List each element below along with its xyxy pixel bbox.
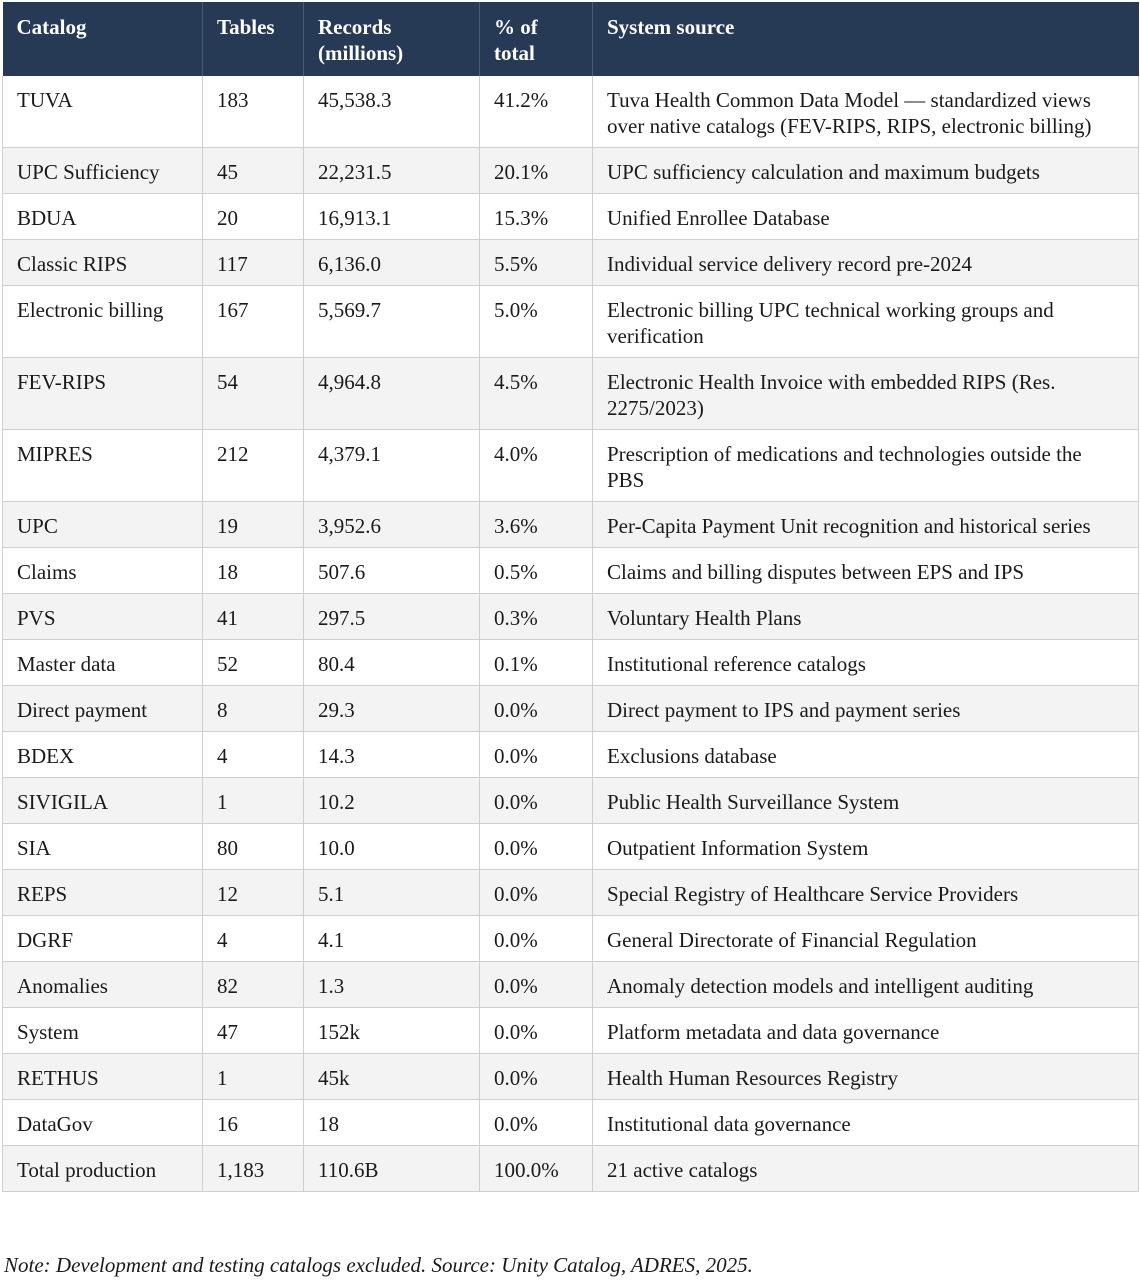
table-row bbox=[3, 686, 1139, 732]
cell-source: 21 active catalogs bbox=[593, 1146, 1139, 1192]
cell-records: 4.1 bbox=[304, 916, 480, 962]
cell-source: Platform metadata and data governance bbox=[593, 1008, 1139, 1054]
table-row bbox=[3, 1100, 1139, 1146]
cell-pct: 41.2% bbox=[480, 76, 593, 148]
cell-pct: 0.0% bbox=[480, 870, 593, 916]
cell-catalog: Classic RIPS bbox=[3, 240, 203, 286]
cell-tables: 8 bbox=[203, 686, 304, 732]
cell-tables: 117 bbox=[203, 240, 304, 286]
cell-source: Electronic Health Invoice with embedded RIPS (Res. 2275/2023) bbox=[593, 358, 1139, 430]
cell-tables: 212 bbox=[203, 430, 304, 502]
cell-catalog: BDEX bbox=[3, 732, 203, 778]
header-tables: Tables bbox=[203, 2, 304, 76]
cell-pct: 0.0% bbox=[480, 778, 593, 824]
cell-records: 10.0 bbox=[304, 824, 480, 870]
table-note: Note: Development and testing catalogs excluded. Source: Unity Catalog, ADRES, 2025. bbox=[4, 1253, 753, 1277]
table-row bbox=[3, 194, 1139, 240]
cell-source: Institutional reference catalogs bbox=[593, 640, 1139, 686]
table-header bbox=[3, 2, 1139, 76]
cell-catalog: RETHUS bbox=[3, 1054, 203, 1100]
cell-source: Direct payment to IPS and payment series bbox=[593, 686, 1139, 732]
cell-tables: 19 bbox=[203, 502, 304, 548]
cell-records: 152k bbox=[304, 1008, 480, 1054]
header-system-source: System source bbox=[593, 2, 1139, 76]
table-row bbox=[3, 778, 1139, 824]
cell-catalog: System bbox=[3, 1008, 203, 1054]
cell-catalog: SIA bbox=[3, 824, 203, 870]
cell-source: Health Human Resources Registry bbox=[593, 1054, 1139, 1100]
header-catalog: Catalog bbox=[3, 2, 203, 76]
cell-source: Individual service delivery record pre-2024 bbox=[593, 240, 1139, 286]
cell-pct: 0.3% bbox=[480, 594, 593, 640]
cell-source: Electronic billing UPC technical working groups and verification bbox=[593, 286, 1139, 358]
table-row bbox=[3, 286, 1139, 358]
cell-catalog: REPS bbox=[3, 870, 203, 916]
cell-tables: 1 bbox=[203, 778, 304, 824]
cell-pct: 0.0% bbox=[480, 1008, 593, 1054]
cell-pct: 0.0% bbox=[480, 916, 593, 962]
table-row bbox=[3, 916, 1139, 962]
cell-pct: 0.0% bbox=[480, 1100, 593, 1146]
cell-records: 14.3 bbox=[304, 732, 480, 778]
cell-records: 110.6B bbox=[304, 1146, 480, 1192]
cell-tables: 167 bbox=[203, 286, 304, 358]
cell-records: 3,952.6 bbox=[304, 502, 480, 548]
cell-pct: 0.0% bbox=[480, 1054, 593, 1100]
table-row bbox=[3, 962, 1139, 1008]
header-row bbox=[3, 2, 1139, 76]
cell-tables: 45 bbox=[203, 148, 304, 194]
cell-tables: 183 bbox=[203, 76, 304, 148]
cell-records: 22,231.5 bbox=[304, 148, 480, 194]
cell-records: 45k bbox=[304, 1054, 480, 1100]
cell-catalog: DataGov bbox=[3, 1100, 203, 1146]
cell-catalog: MIPRES bbox=[3, 430, 203, 502]
table-row bbox=[3, 148, 1139, 194]
cell-pct: 0.0% bbox=[480, 962, 593, 1008]
cell-records: 297.5 bbox=[304, 594, 480, 640]
table-row bbox=[3, 430, 1139, 502]
cell-pct: 5.0% bbox=[480, 286, 593, 358]
table-row bbox=[3, 1054, 1139, 1100]
cell-source: Per-Capita Payment Unit recognition and historical series bbox=[593, 502, 1139, 548]
cell-pct: 4.5% bbox=[480, 358, 593, 430]
cell-records: 1.3 bbox=[304, 962, 480, 1008]
cell-source: Outpatient Information System bbox=[593, 824, 1139, 870]
cell-tables: 80 bbox=[203, 824, 304, 870]
header-pct-total: % of total bbox=[480, 2, 593, 76]
cell-source: Anomaly detection models and intelligent auditing bbox=[593, 962, 1139, 1008]
cell-records: 5.1 bbox=[304, 870, 480, 916]
cell-records: 45,538.3 bbox=[304, 76, 480, 148]
cell-source: Public Health Surveillance System bbox=[593, 778, 1139, 824]
cell-pct: 0.0% bbox=[480, 732, 593, 778]
cell-catalog: Electronic billing bbox=[3, 286, 203, 358]
cell-source: Tuva Health Common Data Model — standardized views over native catalogs (FEV-RIPS, RIPS, electronic billing) bbox=[593, 76, 1139, 148]
cell-catalog: UPC Sufficiency bbox=[3, 148, 203, 194]
cell-pct: 4.0% bbox=[480, 430, 593, 502]
cell-catalog: Claims bbox=[3, 548, 203, 594]
table-row bbox=[3, 502, 1139, 548]
cell-pct: 5.5% bbox=[480, 240, 593, 286]
cell-records: 29.3 bbox=[304, 686, 480, 732]
cell-tables: 54 bbox=[203, 358, 304, 430]
cell-tables: 47 bbox=[203, 1008, 304, 1054]
cell-source: General Directorate of Financial Regulation bbox=[593, 916, 1139, 962]
cell-catalog: TUVA bbox=[3, 76, 203, 148]
cell-tables: 4 bbox=[203, 732, 304, 778]
cell-records: 6,136.0 bbox=[304, 240, 480, 286]
cell-catalog: PVS bbox=[3, 594, 203, 640]
cell-records: 4,379.1 bbox=[304, 430, 480, 502]
cell-tables: 41 bbox=[203, 594, 304, 640]
cell-tables: 4 bbox=[203, 916, 304, 962]
cell-catalog: Anomalies bbox=[3, 962, 203, 1008]
table-row bbox=[3, 358, 1139, 430]
cell-catalog: BDUA bbox=[3, 194, 203, 240]
catalog-table bbox=[2, 2, 1139, 1192]
cell-pct: 0.1% bbox=[480, 640, 593, 686]
cell-source: Claims and billing disputes between EPS and IPS bbox=[593, 548, 1139, 594]
cell-tables: 20 bbox=[203, 194, 304, 240]
table-row bbox=[3, 76, 1139, 148]
cell-records: 10.2 bbox=[304, 778, 480, 824]
cell-source: Exclusions database bbox=[593, 732, 1139, 778]
cell-tables: 16 bbox=[203, 1100, 304, 1146]
table-row bbox=[3, 1008, 1139, 1054]
table-body bbox=[3, 76, 1139, 1192]
cell-pct: 0.0% bbox=[480, 686, 593, 732]
cell-source: Special Registry of Healthcare Service Providers bbox=[593, 870, 1139, 916]
table-row bbox=[3, 548, 1139, 594]
cell-pct: 20.1% bbox=[480, 148, 593, 194]
cell-tables: 1 bbox=[203, 1054, 304, 1100]
cell-tables: 12 bbox=[203, 870, 304, 916]
cell-pct: 3.6% bbox=[480, 502, 593, 548]
cell-pct: 0.5% bbox=[480, 548, 593, 594]
cell-catalog: UPC bbox=[3, 502, 203, 548]
cell-records: 4,964.8 bbox=[304, 358, 480, 430]
cell-source: Voluntary Health Plans bbox=[593, 594, 1139, 640]
table-row bbox=[3, 640, 1139, 686]
cell-source: UPC sufficiency calculation and maximum budgets bbox=[593, 148, 1139, 194]
table-row bbox=[3, 870, 1139, 916]
table-row bbox=[3, 824, 1139, 870]
cell-pct: 100.0% bbox=[480, 1146, 593, 1192]
table-row bbox=[3, 240, 1139, 286]
cell-source: Unified Enrollee Database bbox=[593, 194, 1139, 240]
cell-tables: 1,183 bbox=[203, 1146, 304, 1192]
total-row bbox=[3, 1146, 1139, 1192]
cell-records: 80.4 bbox=[304, 640, 480, 686]
cell-catalog: Total production bbox=[3, 1146, 203, 1192]
cell-pct: 0.0% bbox=[480, 824, 593, 870]
header-records: Records (millions) bbox=[304, 2, 480, 76]
cell-catalog: Direct payment bbox=[3, 686, 203, 732]
cell-catalog: Master data bbox=[3, 640, 203, 686]
cell-catalog: DGRF bbox=[3, 916, 203, 962]
cell-records: 16,913.1 bbox=[304, 194, 480, 240]
cell-records: 18 bbox=[304, 1100, 480, 1146]
table-row bbox=[3, 594, 1139, 640]
cell-records: 507.6 bbox=[304, 548, 480, 594]
cell-tables: 82 bbox=[203, 962, 304, 1008]
cell-source: Prescription of medications and technologies outside the PBS bbox=[593, 430, 1139, 502]
cell-catalog: FEV-RIPS bbox=[3, 358, 203, 430]
cell-catalog: SIVIGILA bbox=[3, 778, 203, 824]
cell-tables: 52 bbox=[203, 640, 304, 686]
cell-pct: 15.3% bbox=[480, 194, 593, 240]
cell-tables: 18 bbox=[203, 548, 304, 594]
table-row bbox=[3, 732, 1139, 778]
cell-records: 5,569.7 bbox=[304, 286, 480, 358]
cell-source: Institutional data governance bbox=[593, 1100, 1139, 1146]
